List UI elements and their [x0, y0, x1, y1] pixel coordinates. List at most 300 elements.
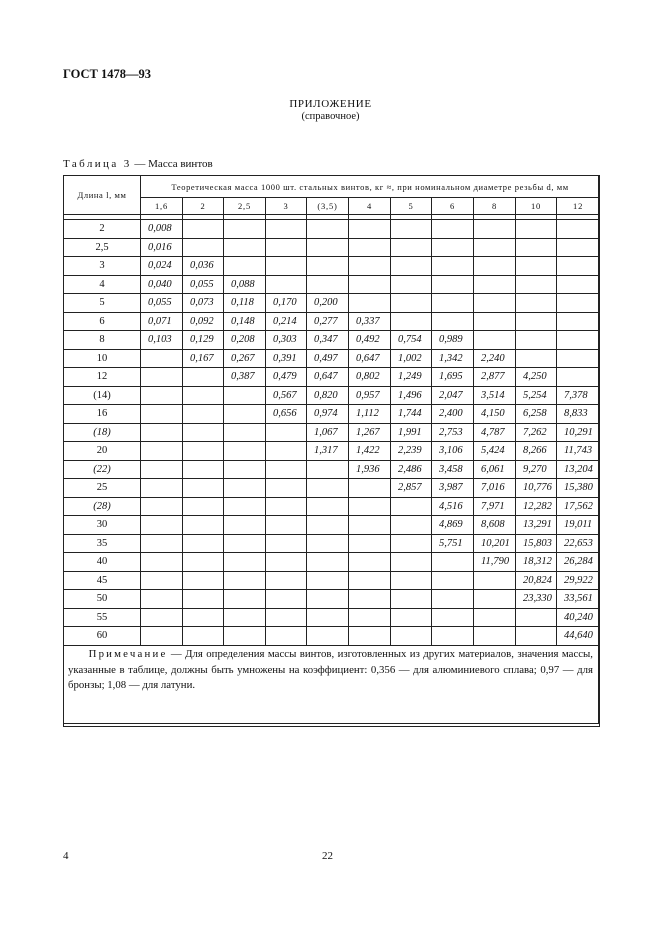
- mass-cell: 0,071: [141, 312, 183, 331]
- mass-cell: 5,751: [432, 534, 474, 553]
- mass-cell: 0,055: [183, 275, 224, 294]
- mass-cell: [266, 590, 307, 609]
- mass-cell: [516, 349, 557, 368]
- mass-cell: 0,567: [266, 386, 307, 405]
- table-row: [64, 368, 600, 387]
- table-note: [68, 647, 593, 694]
- mass-cell: [557, 275, 600, 294]
- mass-cell: [224, 423, 266, 442]
- mass-cell: 0,148: [224, 312, 266, 331]
- mass-cell: [474, 238, 516, 257]
- table-row: [64, 460, 600, 479]
- mass-cell: [557, 349, 600, 368]
- mass-cell: [557, 220, 600, 239]
- mass-cell: [266, 516, 307, 535]
- mass-cell: 2,877: [474, 368, 516, 387]
- mass-cell: 0,820: [307, 386, 349, 405]
- table-row: [64, 423, 600, 442]
- length-column-header: Длина l, мм: [64, 176, 141, 215]
- mass-cell: [224, 405, 266, 424]
- mass-cell: [307, 553, 349, 572]
- mass-cell: [141, 460, 183, 479]
- length-cell: 2,5: [64, 238, 141, 257]
- mass-cell: 1,267: [349, 423, 391, 442]
- mass-cell: [224, 534, 266, 553]
- mass-cell: 12,282: [516, 497, 557, 516]
- diameter-header: 6: [432, 198, 474, 215]
- mass-cell: 20,824: [516, 571, 557, 590]
- mass-cell: [391, 220, 432, 239]
- table-row: [64, 442, 600, 461]
- mass-cell: 5,424: [474, 442, 516, 461]
- diameter-header: 3: [266, 198, 307, 215]
- mass-cell: 0,656: [266, 405, 307, 424]
- mass-cell: [183, 608, 224, 627]
- length-cell: 50: [64, 590, 141, 609]
- table-row: [64, 220, 600, 239]
- mass-cell: 0,391: [266, 349, 307, 368]
- mass-cell: [516, 627, 557, 646]
- mass-cell: [474, 608, 516, 627]
- mass-cell: [266, 534, 307, 553]
- mass-cell: 44,640: [557, 627, 600, 646]
- mass-cell: [474, 275, 516, 294]
- mass-cell: [141, 516, 183, 535]
- mass-cell: 10,291: [557, 423, 600, 442]
- mass-cell: 10,201: [474, 534, 516, 553]
- mass-cell: [432, 553, 474, 572]
- mass-cell: [474, 590, 516, 609]
- mass-cell: [349, 627, 391, 646]
- mass-cell: [183, 368, 224, 387]
- mass-cell: [349, 275, 391, 294]
- mass-cell: 1,249: [391, 368, 432, 387]
- mass-cell: [349, 516, 391, 535]
- mass-cell: 0,024: [141, 257, 183, 276]
- mass-cell: [266, 257, 307, 276]
- diameter-header: 12: [557, 198, 600, 215]
- mass-cell: 3,458: [432, 460, 474, 479]
- mass-cell: [307, 590, 349, 609]
- mass-cell: [224, 220, 266, 239]
- mass-cell: 1,342: [432, 349, 474, 368]
- mass-cell: [141, 590, 183, 609]
- mass-cell: [391, 516, 432, 535]
- mass-cell: 5,254: [516, 386, 557, 405]
- mass-cell: [266, 423, 307, 442]
- mass-cell: [141, 627, 183, 646]
- appendix-title: ПРИЛОЖЕНИЕ: [289, 98, 372, 110]
- mass-cell: [391, 627, 432, 646]
- mass-cell: 3,987: [432, 479, 474, 498]
- mass-cell: [307, 571, 349, 590]
- mass-cell: [224, 590, 266, 609]
- mass-cell: 11,743: [557, 442, 600, 461]
- mass-cell: 0,277: [307, 312, 349, 331]
- mass-group-header: Теоретическая масса 1000 шт. стальных винтов, кг ≈, при номинальном диаметре резьбы d, мм: [141, 176, 600, 198]
- mass-cell: [391, 275, 432, 294]
- mass-cell: 1,991: [391, 423, 432, 442]
- mass-cell: [141, 368, 183, 387]
- mass-cell: [349, 257, 391, 276]
- mass-cell: [141, 534, 183, 553]
- mass-cell: 2,240: [474, 349, 516, 368]
- mass-cell: [141, 571, 183, 590]
- mass-cell: 0,036: [183, 257, 224, 276]
- mass-cell: 40,240: [557, 608, 600, 627]
- mass-cell: [224, 571, 266, 590]
- diameter-header-row: [64, 198, 600, 215]
- table-row: [64, 571, 600, 590]
- mass-cell: [266, 571, 307, 590]
- mass-cell: 4,516: [432, 497, 474, 516]
- mass-cell: 0,214: [266, 312, 307, 331]
- mass-cell: [266, 275, 307, 294]
- length-cell: 3: [64, 257, 141, 276]
- mass-cell: 7,378: [557, 386, 600, 405]
- page-number-center: 22: [322, 850, 333, 862]
- mass-cell: [183, 386, 224, 405]
- mass-cell: [516, 294, 557, 313]
- length-cell: (22): [64, 460, 141, 479]
- mass-cell: 0,103: [141, 331, 183, 350]
- mass-cell: 4,869: [432, 516, 474, 535]
- mass-cell: [432, 238, 474, 257]
- mass-cell: [183, 516, 224, 535]
- mass-cell: 0,200: [307, 294, 349, 313]
- mass-cell: [432, 257, 474, 276]
- mass-cell: [516, 275, 557, 294]
- table-title: [63, 158, 213, 170]
- mass-cell: 15,803: [516, 534, 557, 553]
- mass-cell: [183, 553, 224, 572]
- mass-cell: [266, 460, 307, 479]
- mass-cell: [432, 590, 474, 609]
- mass-cell: [183, 460, 224, 479]
- mass-cell: 23,330: [516, 590, 557, 609]
- mass-cell: 18,312: [516, 553, 557, 572]
- mass-cell: [224, 479, 266, 498]
- mass-cell: [224, 460, 266, 479]
- mass-cell: 2,047: [432, 386, 474, 405]
- mass-cell: 4,150: [474, 405, 516, 424]
- mass-cell: [307, 238, 349, 257]
- table-row: [64, 294, 600, 313]
- mass-cell: [349, 553, 391, 572]
- mass-cell: [516, 257, 557, 276]
- mass-cell: 6,061: [474, 460, 516, 479]
- mass-cell: [183, 442, 224, 461]
- mass-cell: 0,387: [224, 368, 266, 387]
- mass-cell: [349, 608, 391, 627]
- mass-cell: [307, 627, 349, 646]
- mass-cell: [391, 294, 432, 313]
- note-text: — Для определения массы винтов, изготовленных из других материалов, значения массы, указанные в таблице, должны быть умножены на коэффициент: 0,356 — для алюминиевого сплава; 0,97 — для бронзы; 1,08 — для латуни.: [68, 648, 593, 691]
- table-row: [64, 331, 600, 350]
- mass-cell: [224, 238, 266, 257]
- mass-cell: 0,347: [307, 331, 349, 350]
- mass-cell: 22,653: [557, 534, 600, 553]
- mass-cell: [141, 479, 183, 498]
- mass-cell: 0,267: [224, 349, 266, 368]
- table-header-row: [64, 176, 600, 198]
- length-cell: 2: [64, 220, 141, 239]
- mass-cell: [307, 220, 349, 239]
- mass-cell: [349, 534, 391, 553]
- mass-cell: [183, 497, 224, 516]
- table-row: [64, 238, 600, 257]
- mass-cell: [516, 238, 557, 257]
- mass-cell: 0,008: [141, 220, 183, 239]
- table-row: [64, 516, 600, 535]
- mass-cell: [224, 257, 266, 276]
- mass-cell: [183, 479, 224, 498]
- mass-cell: 19,011: [557, 516, 600, 535]
- diameter-header: 2: [183, 198, 224, 215]
- mass-cell: [141, 349, 183, 368]
- mass-cell: 8,608: [474, 516, 516, 535]
- mass-cell: [391, 497, 432, 516]
- mass-cell: [474, 220, 516, 239]
- mass-cell: [224, 553, 266, 572]
- mass-cell: [349, 294, 391, 313]
- mass-cell: [307, 608, 349, 627]
- mass-cell: 2,857: [391, 479, 432, 498]
- mass-cell: 4,250: [516, 368, 557, 387]
- mass-cell: 1,317: [307, 442, 349, 461]
- mass-cell: [141, 608, 183, 627]
- length-cell: 8: [64, 331, 141, 350]
- mass-cell: 0,957: [349, 386, 391, 405]
- mass-cell: [349, 220, 391, 239]
- mass-cell: [474, 294, 516, 313]
- mass-cell: 7,016: [474, 479, 516, 498]
- mass-cell: [307, 479, 349, 498]
- mass-cell: [474, 627, 516, 646]
- mass-cell: [349, 479, 391, 498]
- mass-cell: [391, 608, 432, 627]
- diameter-header: 10: [516, 198, 557, 215]
- mass-cell: [141, 497, 183, 516]
- mass-cell: [183, 220, 224, 239]
- length-cell: 5: [64, 294, 141, 313]
- mass-cell: 10,776: [516, 479, 557, 498]
- length-cell: 6: [64, 312, 141, 331]
- diameter-header: 5: [391, 198, 432, 215]
- mass-cell: [391, 571, 432, 590]
- length-cell: 35: [64, 534, 141, 553]
- table-row: [64, 349, 600, 368]
- note-label: Примечание: [88, 648, 168, 660]
- mass-cell: [432, 608, 474, 627]
- length-cell: 60: [64, 627, 141, 646]
- length-cell: 25: [64, 479, 141, 498]
- mass-cell: [391, 553, 432, 572]
- table-row: [64, 312, 600, 331]
- mass-cell: 1,496: [391, 386, 432, 405]
- length-cell: 30: [64, 516, 141, 535]
- mass-cell: 0,337: [349, 312, 391, 331]
- mass-cell: 2,239: [391, 442, 432, 461]
- mass-cell: [224, 608, 266, 627]
- mass-cell: [224, 627, 266, 646]
- mass-cell: 2,486: [391, 460, 432, 479]
- length-cell: 20: [64, 442, 141, 461]
- table-row: [64, 405, 600, 424]
- mass-cell: 11,790: [474, 553, 516, 572]
- mass-cell: [557, 238, 600, 257]
- mass-cell: [307, 460, 349, 479]
- mass-cell: [432, 627, 474, 646]
- mass-cell: 9,270: [516, 460, 557, 479]
- mass-cell: 2,400: [432, 405, 474, 424]
- mass-cell: 0,129: [183, 331, 224, 350]
- table-caption: — Масса винтов: [131, 158, 213, 170]
- mass-cell: 0,989: [432, 331, 474, 350]
- mass-cell: 33,561: [557, 590, 600, 609]
- mass-cell: [183, 627, 224, 646]
- mass-cell: 1,112: [349, 405, 391, 424]
- mass-cell: [432, 571, 474, 590]
- length-cell: 4: [64, 275, 141, 294]
- mass-cell: [141, 553, 183, 572]
- mass-cell: [266, 627, 307, 646]
- mass-cell: 4,787: [474, 423, 516, 442]
- mass-cell: 0,492: [349, 331, 391, 350]
- mass-cell: [516, 312, 557, 331]
- mass-cell: [557, 368, 600, 387]
- mass-cell: [141, 423, 183, 442]
- mass-cell: 3,106: [432, 442, 474, 461]
- mass-cell: [516, 608, 557, 627]
- length-cell: (28): [64, 497, 141, 516]
- length-cell: (18): [64, 423, 141, 442]
- mass-cell: [307, 497, 349, 516]
- mass-cell: [183, 405, 224, 424]
- mass-cell: [266, 238, 307, 257]
- mass-cell: [183, 238, 224, 257]
- mass-cell: 0,167: [183, 349, 224, 368]
- mass-cell: [266, 442, 307, 461]
- table-row: [64, 627, 600, 646]
- document-code: ГОСТ 1478—93: [63, 67, 152, 81]
- table-row: [64, 497, 600, 516]
- mass-cell: [183, 571, 224, 590]
- appendix-subtitle: (справочное): [301, 111, 360, 122]
- mass-cell: 0,802: [349, 368, 391, 387]
- table-row: [64, 479, 600, 498]
- mass-cell: [474, 257, 516, 276]
- mass-cell: [432, 312, 474, 331]
- mass-cell: [391, 590, 432, 609]
- length-cell: 40: [64, 553, 141, 572]
- mass-cell: 0,974: [307, 405, 349, 424]
- mass-cell: [224, 497, 266, 516]
- mass-cell: 8,266: [516, 442, 557, 461]
- mass-cell: 8,833: [557, 405, 600, 424]
- mass-cell: 2,753: [432, 423, 474, 442]
- mass-cell: [391, 257, 432, 276]
- mass-cell: 0,088: [224, 275, 266, 294]
- mass-cell: 15,380: [557, 479, 600, 498]
- mass-cell: 0,479: [266, 368, 307, 387]
- mass-cell: 1,067: [307, 423, 349, 442]
- mass-cell: [141, 442, 183, 461]
- mass-cell: 13,204: [557, 460, 600, 479]
- mass-cell: [224, 516, 266, 535]
- table-row: [64, 534, 600, 553]
- mass-cell: 1,422: [349, 442, 391, 461]
- mass-cell: [183, 534, 224, 553]
- table-row: [64, 590, 600, 609]
- mass-cell: [266, 553, 307, 572]
- mass-cell: 1,002: [391, 349, 432, 368]
- mass-cell: [349, 590, 391, 609]
- mass-cell: 6,258: [516, 405, 557, 424]
- mass-cell: 0,170: [266, 294, 307, 313]
- table-row: [64, 275, 600, 294]
- mass-cell: [432, 275, 474, 294]
- table-row: [64, 608, 600, 627]
- mass-cell: [183, 590, 224, 609]
- mass-cell: [474, 571, 516, 590]
- mass-cell: 0,040: [141, 275, 183, 294]
- mass-cell: 0,497: [307, 349, 349, 368]
- mass-cell: [266, 608, 307, 627]
- mass-cell: 0,208: [224, 331, 266, 350]
- mass-cell: [307, 275, 349, 294]
- mass-cell: 0,647: [349, 349, 391, 368]
- mass-cell: 7,262: [516, 423, 557, 442]
- length-cell: 55: [64, 608, 141, 627]
- mass-cell: [516, 220, 557, 239]
- screw-mass-table: [63, 175, 600, 727]
- mass-cell: [557, 331, 600, 350]
- mass-cell: [349, 238, 391, 257]
- mass-cell: 1,695: [432, 368, 474, 387]
- mass-cell: [474, 331, 516, 350]
- mass-cell: [516, 331, 557, 350]
- mass-cell: 0,647: [307, 368, 349, 387]
- mass-cell: 0,118: [224, 294, 266, 313]
- diameter-header: 4: [349, 198, 391, 215]
- mass-cell: 29,922: [557, 571, 600, 590]
- mass-cell: [307, 257, 349, 276]
- mass-cell: 1,936: [349, 460, 391, 479]
- mass-cell: [266, 479, 307, 498]
- diameter-header: 8: [474, 198, 516, 215]
- mass-cell: 0,303: [266, 331, 307, 350]
- mass-cell: [266, 220, 307, 239]
- diameter-header: 2,5: [224, 198, 266, 215]
- table-row: [64, 386, 600, 405]
- mass-cell: [474, 312, 516, 331]
- table-label: Таблица 3: [63, 158, 132, 170]
- mass-cell: [307, 534, 349, 553]
- diameter-header: (3,5): [307, 198, 349, 215]
- mass-cell: [349, 497, 391, 516]
- page-number-left: 4: [63, 850, 69, 862]
- mass-cell: [432, 294, 474, 313]
- mass-cell: [432, 220, 474, 239]
- mass-cell: [391, 238, 432, 257]
- mass-cell: [141, 405, 183, 424]
- mass-cell: [307, 516, 349, 535]
- length-cell: 12: [64, 368, 141, 387]
- mass-cell: [141, 386, 183, 405]
- mass-cell: 1,744: [391, 405, 432, 424]
- mass-cell: 7,971: [474, 497, 516, 516]
